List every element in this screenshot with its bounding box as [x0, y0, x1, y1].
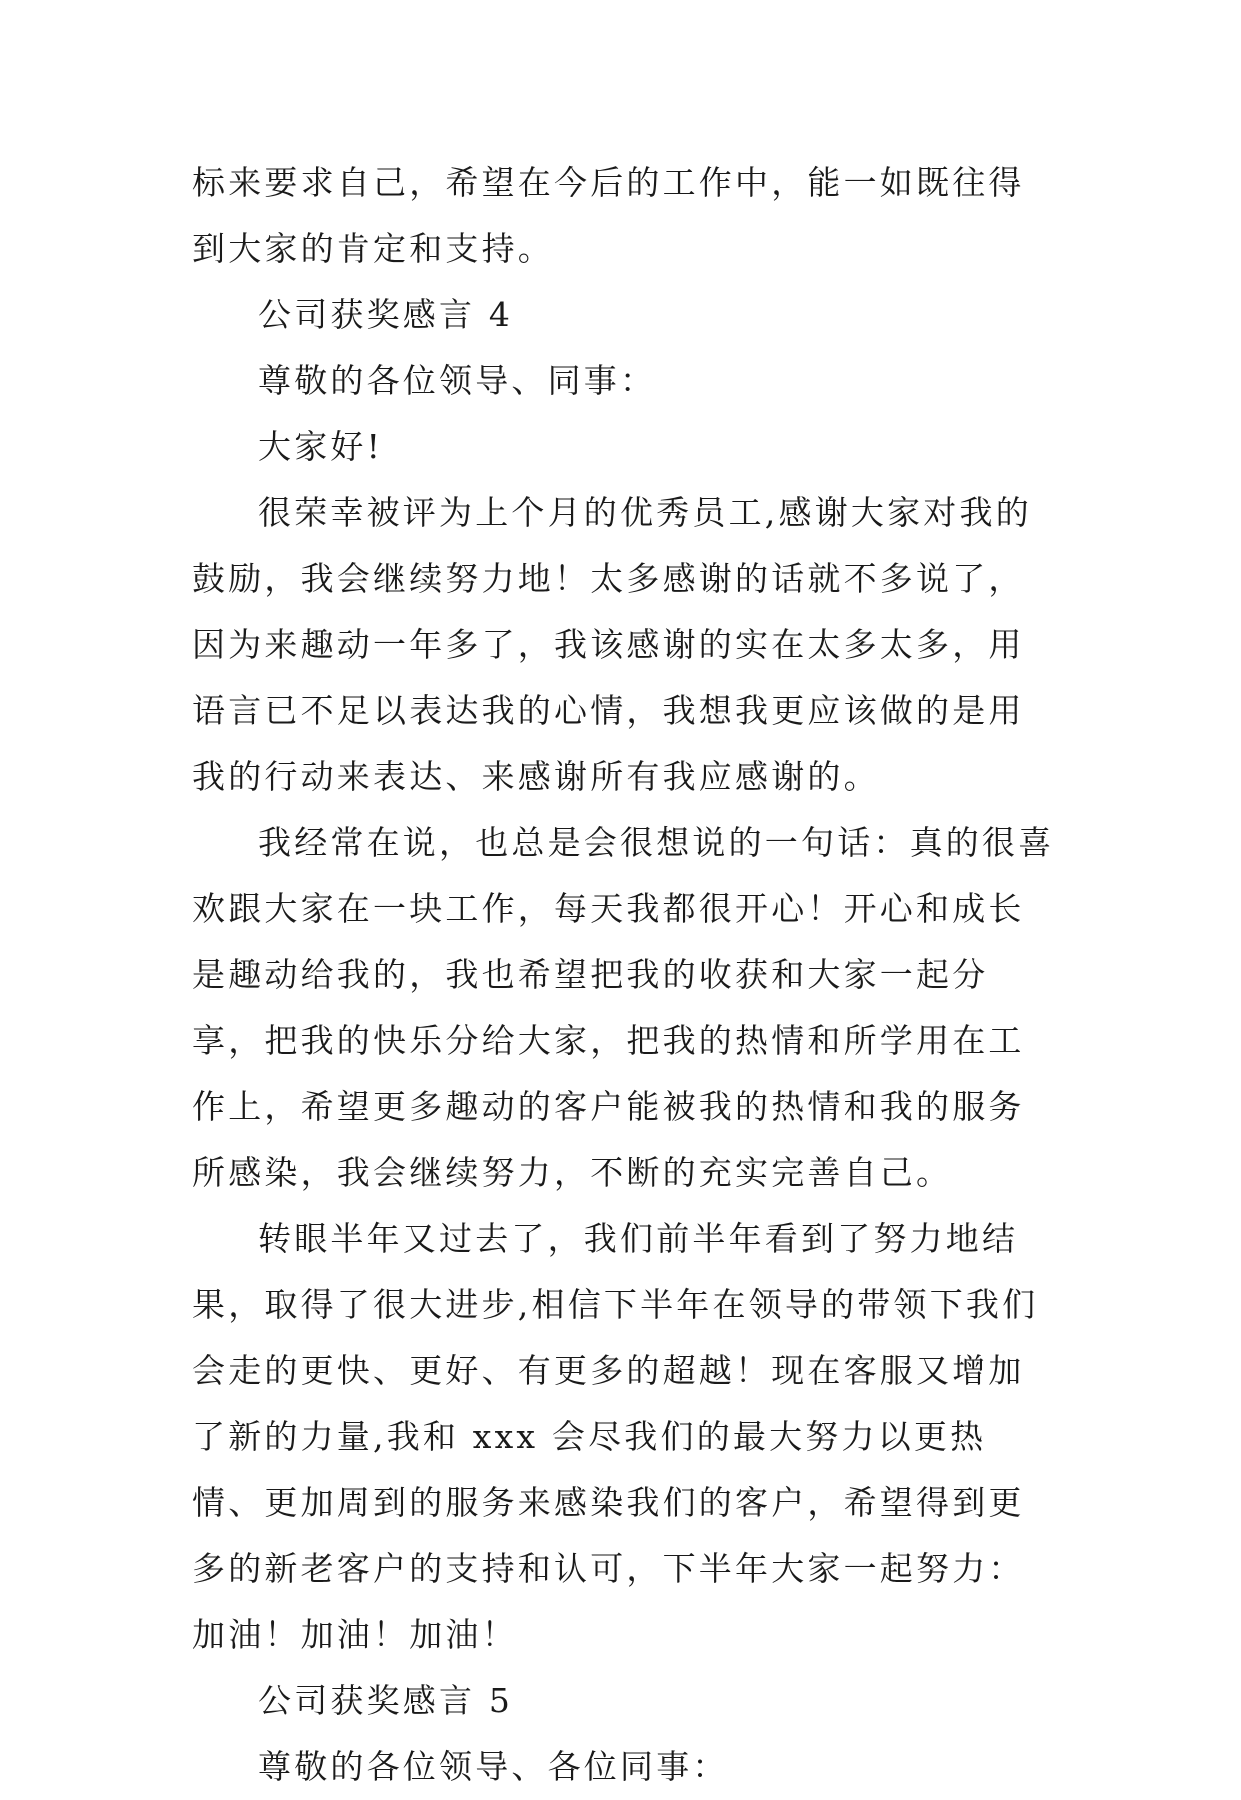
body-paragraph: 很荣幸被评为上个月的优秀员工,感谢大家对我的鼓励，我会继续努力地！太多感谢的话就不多说了，因为来趣动一年多了，我该感谢的实在太多太多，用语言已不足以表达我的心情，我想我更应该做的是用我的行动来表达、来感谢所有我应感谢的。 [192, 493, 1032, 796]
body-paragraph: 我经常在说，也总是会很想说的一句话：真的很喜欢跟大家在一块工作，每天我都很开心！开心和成长是趣动给我的，我也希望把我的收获和大家一起分享，把我的快乐分给大家，把我的热情和所学用在工作上，希望更多趣动的客户能被我的热情和我的服务所感染，我会继续努力，不断的充实完善自己。 [192, 823, 1055, 1192]
greeting: 大家好! [258, 427, 384, 466]
section-heading-4: 公司获奖感言 4 [258, 295, 514, 334]
body-paragraph: 转眼半年又过去了，我们前半年看到了努力地结果，取得了很大进步,相信下半年在领导的带领下我们会走的更快、更好、有更多的超越！现在客服又增加了新的力量,我和 xxx 会尽我们的最大努力以更热情、更加周到的服务来感染我们的客户，希望得到更多的新老客户的支持和认可，下半年大家一起努力：加油！加油！加油！ [192, 1219, 1039, 1654]
paragraph-continuation: 标来要求自己，希望在今后的工作中，能一如既往得到大家的肯定和支持。 [192, 163, 1025, 268]
section-heading-5: 公司获奖感言 5 [258, 1681, 514, 1720]
document-body [192, 150, 1057, 1800]
salutation: 尊敬的各位领导、同事： [258, 361, 657, 400]
salutation: 尊敬的各位领导、各位同事： [258, 1747, 729, 1786]
